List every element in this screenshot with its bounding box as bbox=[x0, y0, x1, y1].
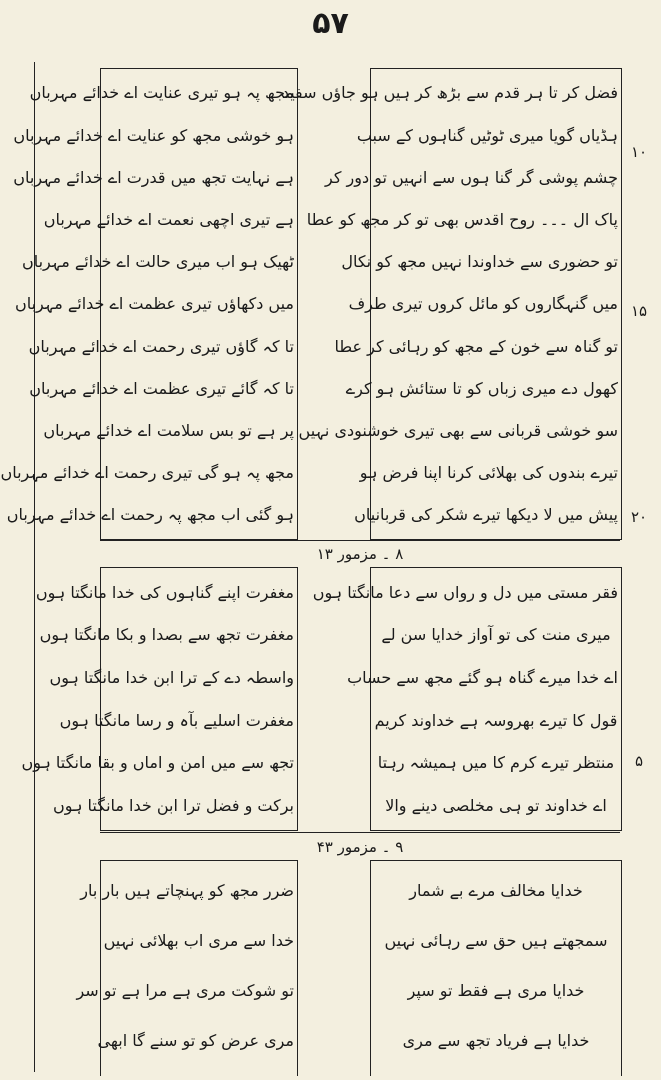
verse-line: خدایا مخالف مرے بے شمار bbox=[409, 881, 583, 901]
section-3-right-column bbox=[374, 866, 618, 1066]
verse-line: پاک ال ۔۔۔ روح اقدس بھی تو کر مجھ کو عطا bbox=[306, 210, 618, 229]
verse-line: ٹھیک ہو اب میری حالت اے خدائے مہرباں bbox=[21, 252, 294, 272]
verse-line: سمجھتے ہیں حق سے رہائی نہیں bbox=[384, 931, 608, 951]
verse-line: تیرے بندوں کی بھلائی کرنا اپنا فرض ہو bbox=[359, 463, 618, 483]
verse-line: خدایا مری ہے فقط تو سپر bbox=[407, 981, 585, 1001]
verse-line: میں دکھاؤں تیری عظمت اے خدائے مہرباں bbox=[14, 294, 294, 314]
section-3-left-column bbox=[76, 866, 294, 1066]
verse-line: ہے نہایت تجھ میں قدرت اے خدائے مہرباں bbox=[13, 167, 294, 187]
verse-line: مغفرت اپنے گناہوں کی خدا مانگتا ہوں bbox=[35, 582, 294, 602]
verse-line: تجھ سے میں امن و اماں و بقا مانگتا ہوں bbox=[21, 753, 294, 773]
section-2-title: ۸ ۔ مزمور ۱۳ bbox=[316, 545, 404, 563]
verse-line: پیش میں لا دیکھا تیرے شکر کی قربانیاں bbox=[354, 505, 618, 525]
verse-line: برکت و فضل ترا ابن خدا مانگتا ہوں bbox=[53, 796, 294, 816]
verse-line: تو حضوری سے خداوندا نہیں مجھ کو نکال bbox=[341, 252, 618, 272]
verse-line: مغفرت تجھ سے بصدا و بکا مانگتا ہوں bbox=[39, 625, 294, 645]
line-number: ۱۵ bbox=[630, 302, 648, 320]
verse-line: اے خداوند تو ہی مخلصی دینے والا bbox=[385, 796, 607, 816]
line-number: ۲۰ bbox=[630, 508, 648, 526]
verse-line: چشم پوشی گر گنا ہوں سے انہیں تو دور کر bbox=[324, 167, 618, 187]
verse-line: مجھ پہ ہو گی تیری رحمت اے خدائے مہرباں bbox=[0, 463, 294, 483]
verse-line: تو گناہ سے خون کے مجھ کو رہائی کر عطا bbox=[334, 336, 618, 356]
verse-line: منتظر تیرے کرم کا میں ہمیشہ رہتا bbox=[377, 753, 615, 773]
verse-line: فقر مستی میں دل و رواں سے دعا مانگتا ہوں bbox=[312, 582, 618, 602]
verse-line: ہڈیاں گویا میری ٹوٹیں گناہوں کے سبب bbox=[356, 125, 618, 145]
verse-line: تا کہ گائے تیری عظمت اے خدائے مہرباں bbox=[29, 378, 294, 398]
verse-line: خدایا ہے فریاد تجھ سے مری bbox=[402, 1031, 590, 1051]
verse-line: اے خدا میرے گناہ ہو گئے مجھ سے حساب bbox=[347, 668, 618, 688]
verse-line: مجھ پہ ہو تیری عنایت اے خدائے مہرباں bbox=[29, 83, 294, 103]
section-2-left-column bbox=[21, 571, 294, 827]
section-2-title-rule-top bbox=[100, 540, 620, 541]
verse-line: سو خوشی قربانی سے بھی تیری خوشنودی نہیں bbox=[298, 420, 618, 440]
verse-line: تا کہ گاؤں تیری رحمت اے خدائے مہرباں bbox=[28, 336, 294, 356]
line-number: ۱۰ bbox=[630, 143, 648, 161]
section-2-right-column bbox=[312, 571, 618, 827]
verse-line: فضل کر تا ہر قدم سے بڑھ کر ہیں ہو جاؤں سفید bbox=[281, 83, 618, 103]
verse-line: میں گنہگاروں کو مائل کروں تیری طرف bbox=[348, 294, 618, 314]
verse-line: میری منت کی تو آواز خدایا سن لے bbox=[381, 625, 611, 645]
verse-line: ہے تیری اچھی نعمت اے خدائے مہرباں bbox=[43, 210, 294, 229]
line-number: ۵ bbox=[634, 752, 644, 770]
verse-line: پر ہے تو بس سلامت اے خدائے مہرباں bbox=[43, 420, 294, 440]
verse-line: مری عرض کو تو سنے گا ابھی bbox=[97, 1031, 294, 1051]
verse-line: تو شوکت مری ہے مرا ہے تو سر bbox=[76, 981, 294, 1001]
verse-line: ضرر مجھ کو پہنچاتے ہیں بار بار bbox=[80, 881, 294, 901]
verse-line: ہو خوشی مجھ کو عنایت اے خدائے مہرباں bbox=[13, 125, 294, 145]
verse-line: مغفرت اسلیے بآہ و رسا مانگتا ہوں bbox=[59, 710, 294, 730]
page-number: ۵۷ bbox=[312, 6, 349, 41]
section-1-right-column bbox=[281, 72, 618, 536]
section-1-left-column bbox=[0, 72, 294, 536]
verse-line: واسطہ دے کے ترا ابن خدا مانگتا ہوں bbox=[49, 668, 294, 688]
verse-line: کھول دے میری زباں کو تا ستائش ہو کرے bbox=[345, 378, 618, 398]
verse-line: ہو گئی اب مجھ پہ رحمت اے خدائے مہرباں bbox=[6, 505, 294, 525]
section-3-title-rule-top bbox=[100, 832, 620, 833]
verse-line: خدا سے مری اب بھلائی نہیں bbox=[103, 931, 294, 951]
section-3-title: ۹ ۔ مزمور ۴۳ bbox=[316, 838, 404, 856]
verse-line: قول کا تیرے بھروسہ ہے خداوند کریم bbox=[374, 710, 618, 730]
